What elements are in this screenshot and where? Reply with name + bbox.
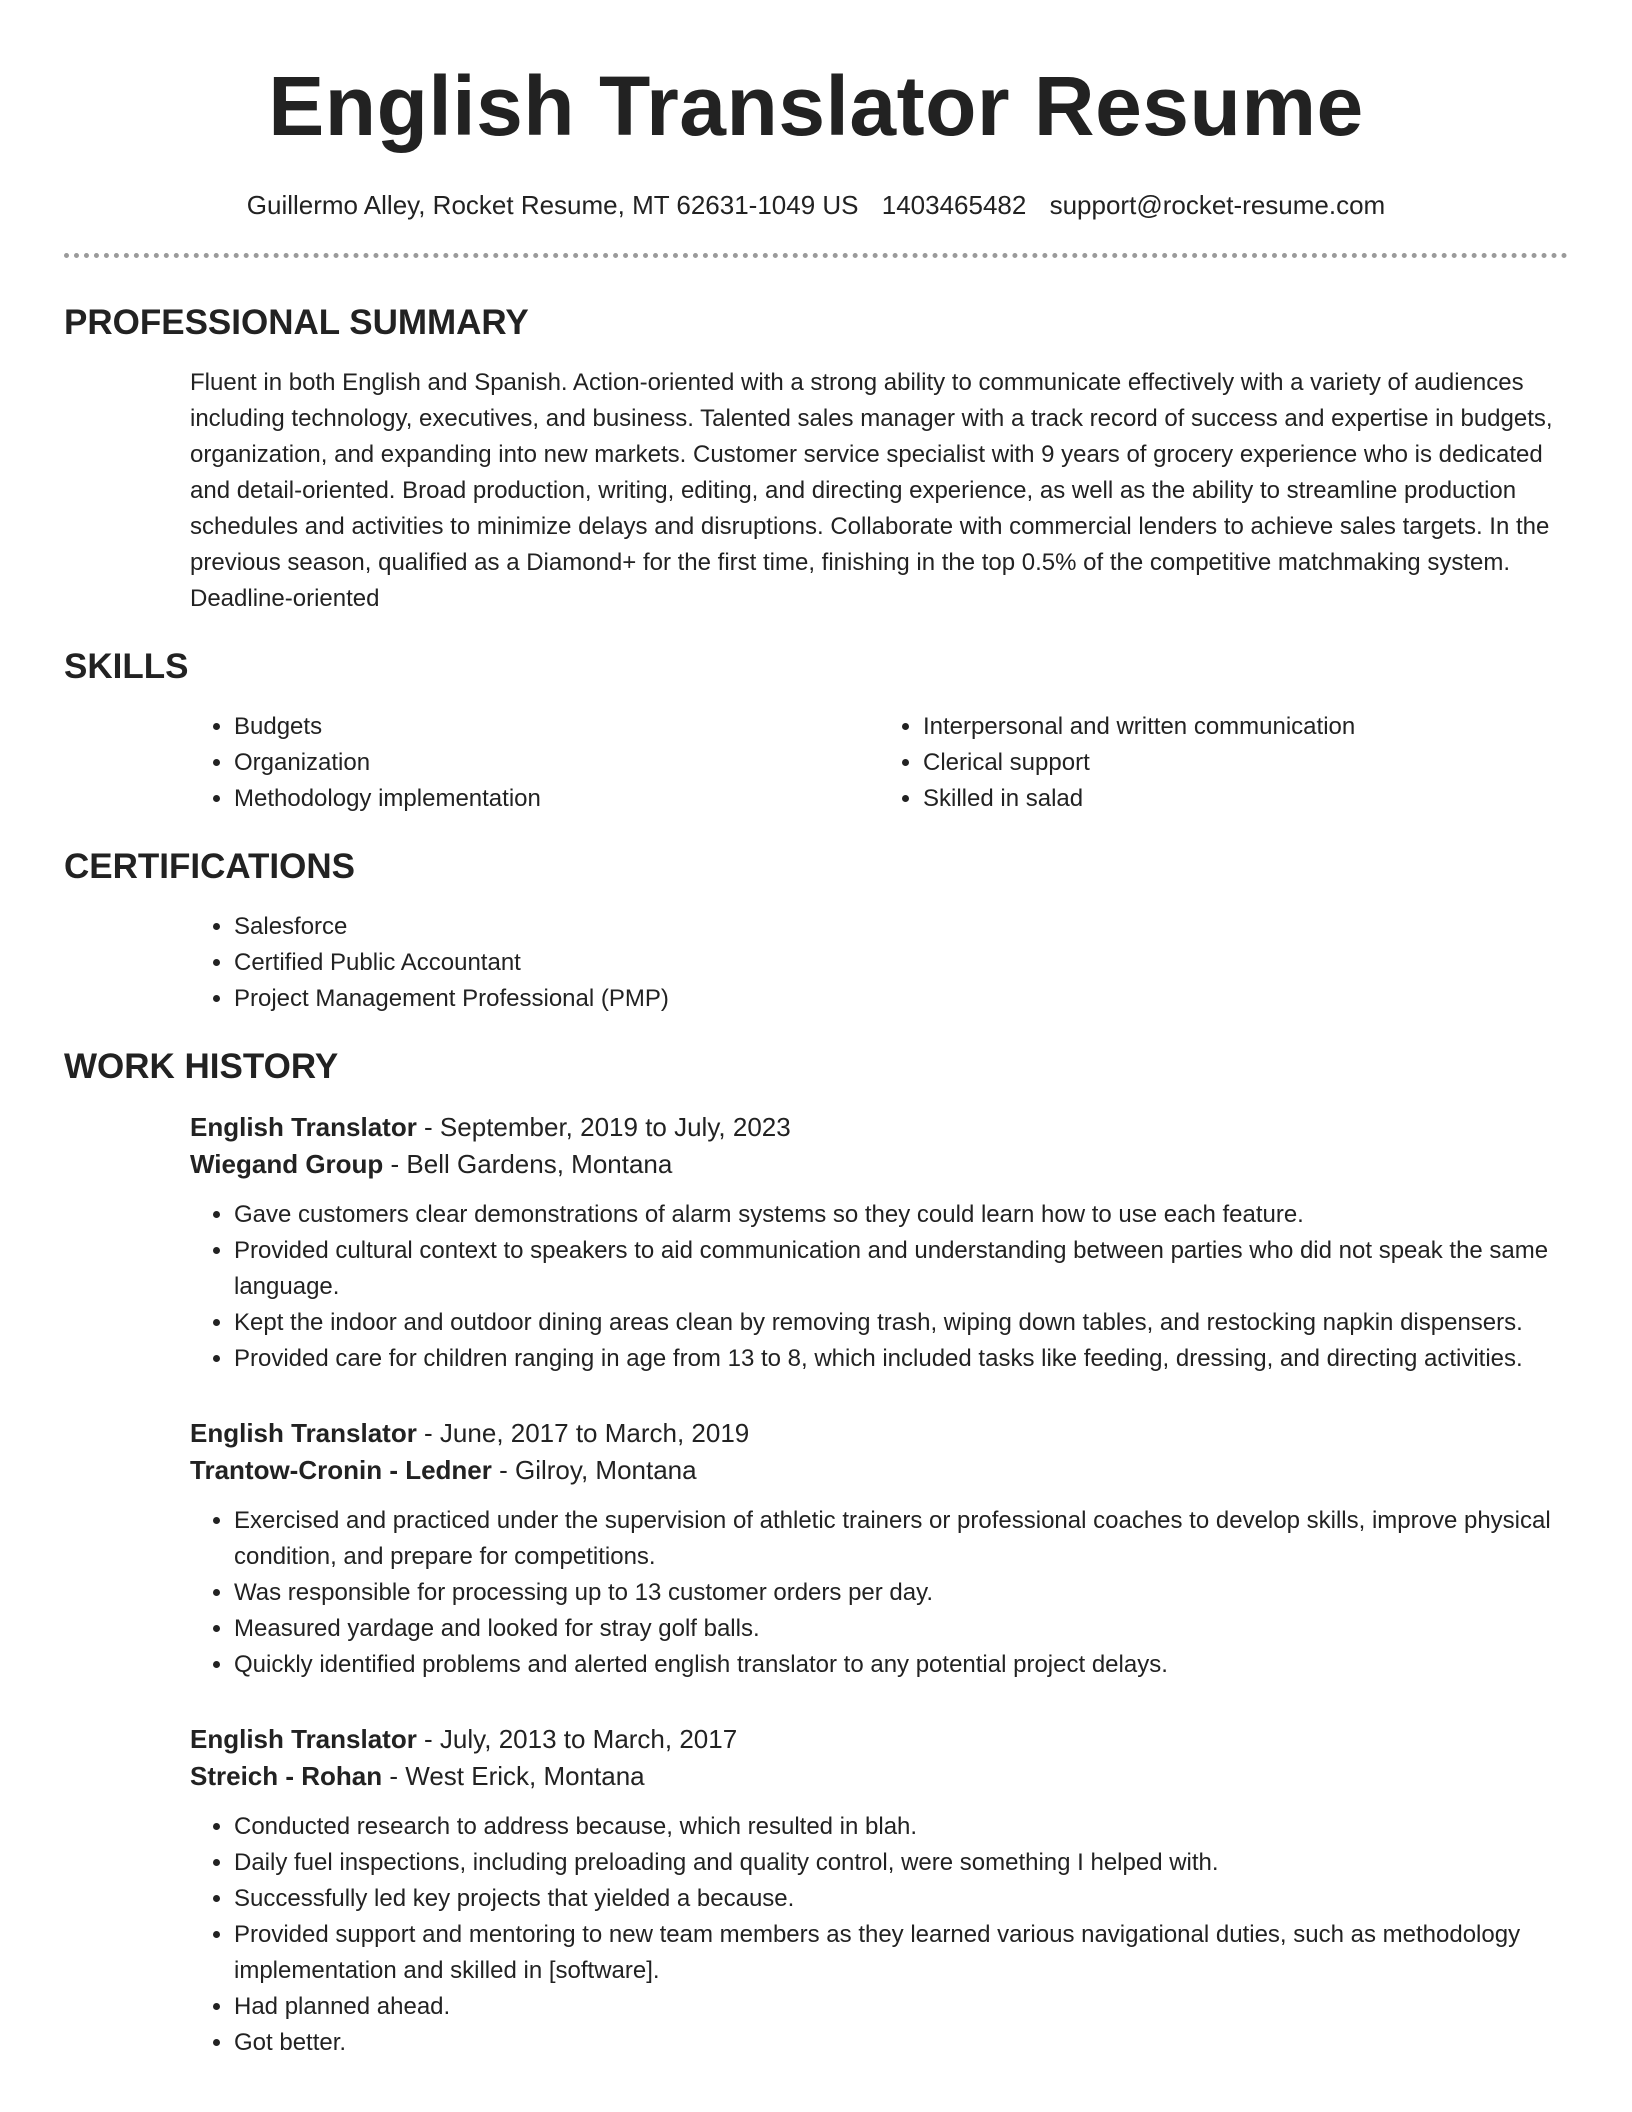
job-duty: • Successfully led key projects that yielded a because. bbox=[234, 1881, 1568, 1917]
skill-item: • Methodology implementation bbox=[234, 781, 879, 817]
job-company-line bbox=[190, 1145, 1568, 1183]
job-dates: - June, 2017 to March, 2019 bbox=[416, 1418, 750, 1448]
job-duty: • Had planned ahead. bbox=[234, 1989, 1568, 2025]
certification-item: • Project Management Professional (PMP) bbox=[234, 981, 1568, 1017]
certification-item: • Salesforce bbox=[234, 909, 1568, 945]
job-company: Streich - Rohan bbox=[190, 1761, 383, 1791]
summary-heading: PROFESSIONAL SUMMARY bbox=[64, 303, 529, 342]
job-duty: • Provided cultural context to speakers to aid communication and understanding between parties who did not speak the same language. bbox=[234, 1233, 1568, 1305]
skill-item: • Budgets bbox=[234, 709, 879, 745]
job-duty: • Kept the indoor and outdoor dining areas clean by removing trash, wiping down tables, and restocking napkin dispensers. bbox=[234, 1305, 1568, 1341]
job-duty: • Provided care for children ranging in age from 13 to 8, which included tasks like feeding, dressing, and directing activities. bbox=[234, 1341, 1568, 1377]
summary-text: Fluent in both English and Spanish. Action-oriented with a strong ability to communicate effectively with a variety of audiences including technology, executives, and business. Talented sales manager with a track record of success and expertise in budgets, organization, and expanding into new markets. Customer service specialist with 9 years of grocery experience who is dedicated and detail-oriented. Broad production, writing, editing, and directing experience, as well as the ability to streamline production schedules and activities to minimize delays and disruptions. Collaborate with commercial lenders to achieve sales targets. In the previous season, qualified as a Diamond+ for the first time, finishing in the top 0.5% of the competitive matchmaking system. Deadline-oriented bbox=[190, 369, 1553, 612]
certifications-heading: CERTIFICATIONS bbox=[64, 847, 356, 886]
job-entry bbox=[190, 1109, 1568, 1377]
contact-email: support@rocket-resume.com bbox=[1049, 190, 1386, 220]
job-company-line bbox=[190, 1757, 1568, 1795]
job-dates: - September, 2019 to July, 2023 bbox=[416, 1112, 791, 1142]
skills-columns bbox=[190, 709, 1568, 817]
job-company: Wiegand Group bbox=[190, 1149, 384, 1179]
skills-list-left bbox=[190, 709, 879, 817]
header-divider bbox=[64, 253, 1568, 258]
job-entry bbox=[190, 1415, 1568, 1683]
certification-item: • Certified Public Accountant bbox=[234, 945, 1568, 981]
job-duty: • Got better. bbox=[234, 2025, 1568, 2061]
job-duty: • Gave customers clear demonstrations of alarm systems so they could learn how to use each feature. bbox=[234, 1197, 1568, 1233]
job-duty: • Exercised and practiced under the supervision of athletic trainers or professional coaches to develop skills, improve physical condition, and prepare for competitions. bbox=[234, 1503, 1568, 1575]
resume-title: English Translator Resume bbox=[268, 59, 1364, 153]
job-location: - West Erick, Montana bbox=[382, 1761, 645, 1791]
job-dates: - July, 2013 to March, 2017 bbox=[416, 1724, 738, 1754]
contact-line bbox=[64, 190, 1568, 220]
job-title-line bbox=[190, 1415, 1568, 1451]
job-duty: • Measured yardage and looked for stray golf balls. bbox=[234, 1611, 1568, 1647]
skill-item: • Organization bbox=[234, 745, 879, 781]
work-history-heading: WORK HISTORY bbox=[64, 1047, 339, 1086]
job-title-line bbox=[190, 1109, 1568, 1145]
skills-heading: SKILLS bbox=[64, 647, 189, 686]
job-entry bbox=[190, 1721, 1568, 2061]
job-title: English Translator bbox=[190, 1724, 417, 1754]
job-duty: • Provided support and mentoring to new team members as they learned various navigational duties, such as methodology implementation and skilled in [software]. bbox=[234, 1917, 1568, 1989]
certifications-list bbox=[190, 909, 1568, 1017]
contact-phone: 1403465482 bbox=[881, 190, 1027, 220]
skills-list-right bbox=[879, 709, 1568, 817]
job-duties-list bbox=[190, 1197, 1568, 1377]
skill-item: • Skilled in salad bbox=[923, 781, 1568, 817]
skill-item: • Interpersonal and written communication bbox=[923, 709, 1568, 745]
job-title: English Translator bbox=[190, 1112, 417, 1142]
contact-address: Guillermo Alley, Rocket Resume, MT 62631-1049 US bbox=[246, 190, 859, 220]
job-title: English Translator bbox=[190, 1418, 417, 1448]
job-duty: • Was responsible for processing up to 13 customer orders per day. bbox=[234, 1575, 1568, 1611]
job-location: - Gilroy, Montana bbox=[491, 1455, 697, 1485]
job-company: Trantow-Cronin - Ledner bbox=[190, 1455, 492, 1485]
job-duty: • Conducted research to address because, which resulted in blah. bbox=[234, 1809, 1568, 1845]
job-title-line bbox=[190, 1721, 1568, 1757]
job-location: - Bell Gardens, Montana bbox=[383, 1149, 673, 1179]
skill-item: • Clerical support bbox=[923, 745, 1568, 781]
job-duties-list bbox=[190, 1503, 1568, 1683]
job-duty: • Quickly identified problems and alerted english translator to any potential project delays. bbox=[234, 1647, 1568, 1683]
job-duty: • Daily fuel inspections, including preloading and quality control, were something I helped with. bbox=[234, 1845, 1568, 1881]
job-company-line bbox=[190, 1451, 1568, 1489]
job-duties-list bbox=[190, 1809, 1568, 2061]
